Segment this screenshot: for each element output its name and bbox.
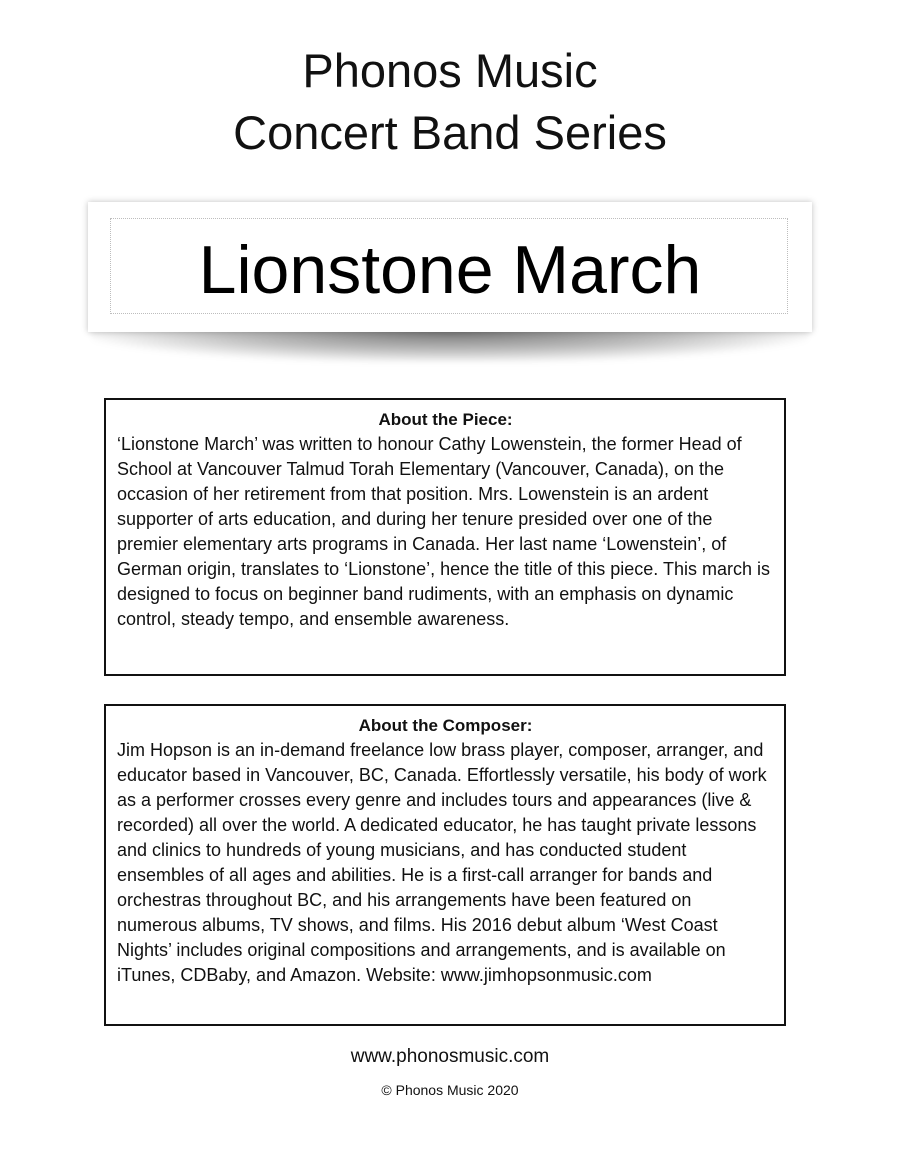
- series-title: [0, 40, 900, 164]
- about-piece-heading: About the Piece:: [378, 410, 513, 429]
- about-composer-box: [104, 704, 786, 1026]
- about-composer-body: Jim Hopson is an in-demand freelance low brass player, composer, arranger, and educator based in Vancouver, BC, Canada. Effortlessly versatile, his body of work as a performer crosses every genre and includes tours and appearances (live & recorded) all over the world. A dedicated educator, he has taught private lessons and clinics to hundreds of young musicians, and has conducted student ensembles of all ages and abilities. He is a first-call arranger for bands and orchestras throughout BC, and his arrangements have been featured on numerous albums, TV shows, and films. His 2016 debut album ‘West Coast Nights’ includes original compositions and arrangements, and is available on iTunes, CDBaby, and Amazon. Website: www.jimhopsonmusic.com: [117, 740, 767, 985]
- title-banner: [88, 202, 812, 342]
- about-composer-heading: About the Composer:: [358, 716, 533, 735]
- about-piece-body: ‘Lionstone March’ was written to honour Cathy Lowenstein, the former Head of School at Vancouver Talmud Torah Elementary (Vancouver, Canada), on the occasion of her retirement from that position. Mrs. Lowenstein is an ardent supporter of arts education, and during her tenure presided over one of the premier elementary arts programs in Canada. Her last name ‘Lowenstein’, of German origin, translates to ‘Lionstone’, hence the title of this piece. This march is designed to focus on beginner band rudiments, with an emphasis on dynamic control, steady tempo, and ensemble awareness.: [117, 434, 770, 629]
- copyright-notice: © Phonos Music 2020: [381, 1082, 519, 1098]
- piece-title: Lionstone March: [198, 232, 702, 308]
- about-piece-box: [104, 398, 786, 676]
- banner-card: [88, 202, 812, 332]
- publisher-website: www.phonosmusic.com: [350, 1046, 550, 1067]
- series-title-line-2: Concert Band Series: [233, 106, 667, 159]
- series-title-line-1: Phonos Music: [302, 44, 598, 97]
